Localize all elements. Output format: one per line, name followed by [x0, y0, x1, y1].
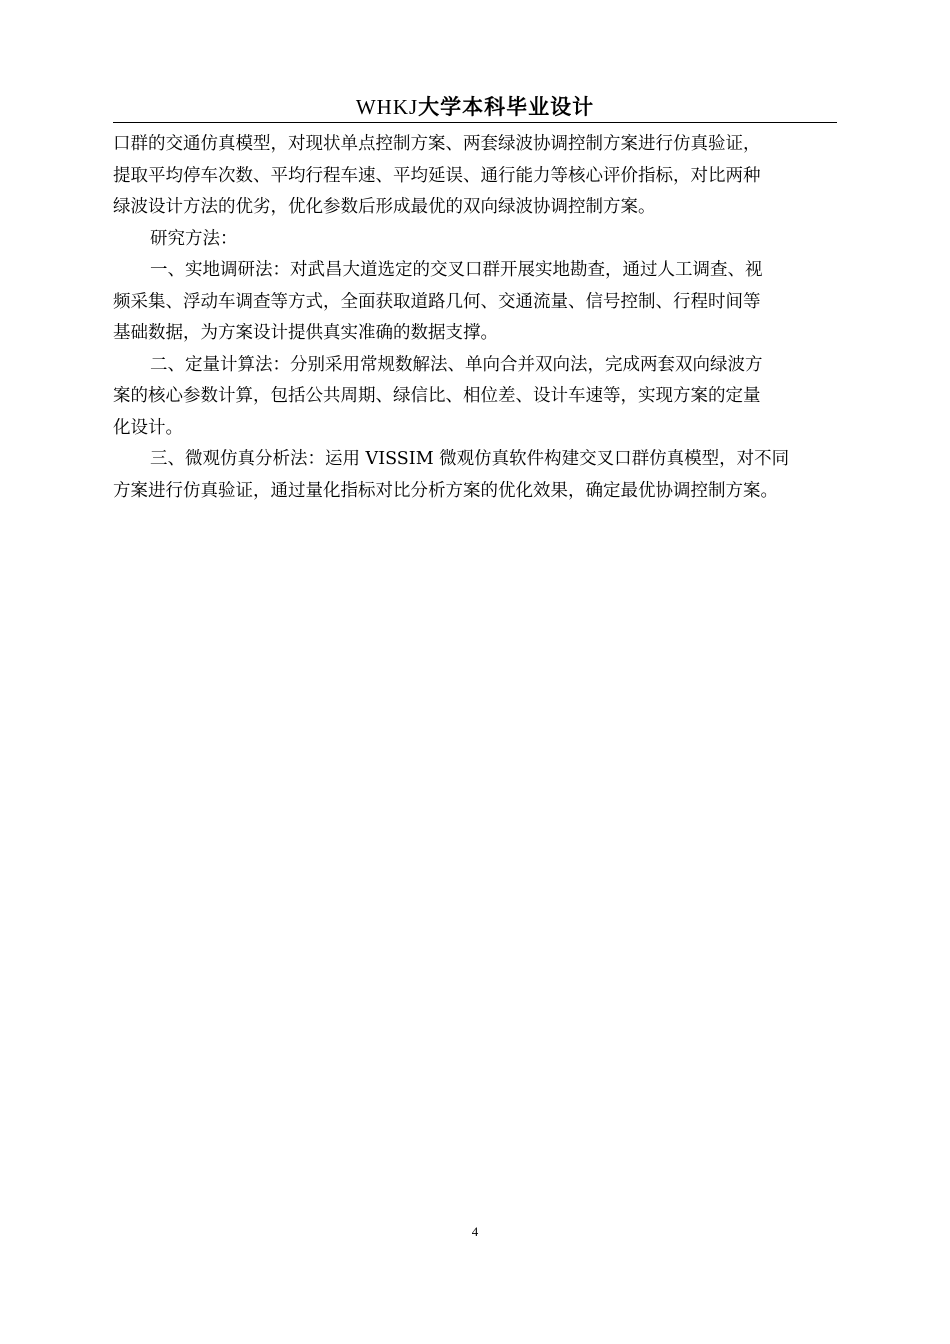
paragraph-methods-heading — [113, 224, 837, 256]
text-line: 方案进行仿真验证，通过量化指标对比分析方案的优化效果，确定最优协调控制方案。 — [113, 480, 778, 501]
page-number: 4 — [471, 1224, 479, 1239]
header-title — [356, 92, 594, 122]
text-line: 一、实地调研法：对武昌大道选定的交叉口群开展实地勘查，通过人工调查、视 — [150, 260, 763, 280]
text-line: 研究方法： — [150, 228, 238, 249]
text-line: 二、定量计算法：分别采用常规数解法、单向合并双向法，完成两套双向绿波方 — [150, 354, 763, 375]
paragraph-method-quantitative — [113, 350, 837, 445]
text-line: 口群的交通仿真模型，对现状单点控制方案、两套绿波协调控制方案进行仿真验证， — [113, 134, 761, 154]
header-title-latin: WHKJ — [355, 95, 419, 119]
paragraph-method-field-survey — [113, 255, 837, 350]
page-header — [113, 92, 837, 123]
text-line: 频采集、浮动车调查等方式，全面获取道路几何、交通流量、信号控制、行程时间等 — [113, 291, 761, 312]
text-line: 案的核心参数计算，包括公共周期、绿信比、相位差、设计车速等，实现方案的定量 — [113, 386, 761, 406]
header-title-cjk: 大学本科毕业设计 — [418, 95, 595, 119]
text-line: 绿波设计方法的优劣，优化参数后形成最优的双向绿波协调控制方案。 — [113, 197, 656, 217]
body-text — [113, 129, 837, 507]
text-line: 三、微观仿真分析法：运用 VISSIM 微观仿真软件构建交叉口群仿真模型，对不同 — [150, 449, 790, 469]
paragraph-intro-continued — [113, 129, 837, 224]
text-line: 化设计。 — [113, 417, 183, 438]
paragraph-method-simulation — [113, 444, 837, 507]
text-line: 提取平均停车次数、平均行程车速、平均延误、通行能力等核心评价指标，对比两种 — [113, 165, 761, 186]
text-line: 基础数据，为方案设计提供真实准确的数据支撑。 — [113, 323, 498, 343]
